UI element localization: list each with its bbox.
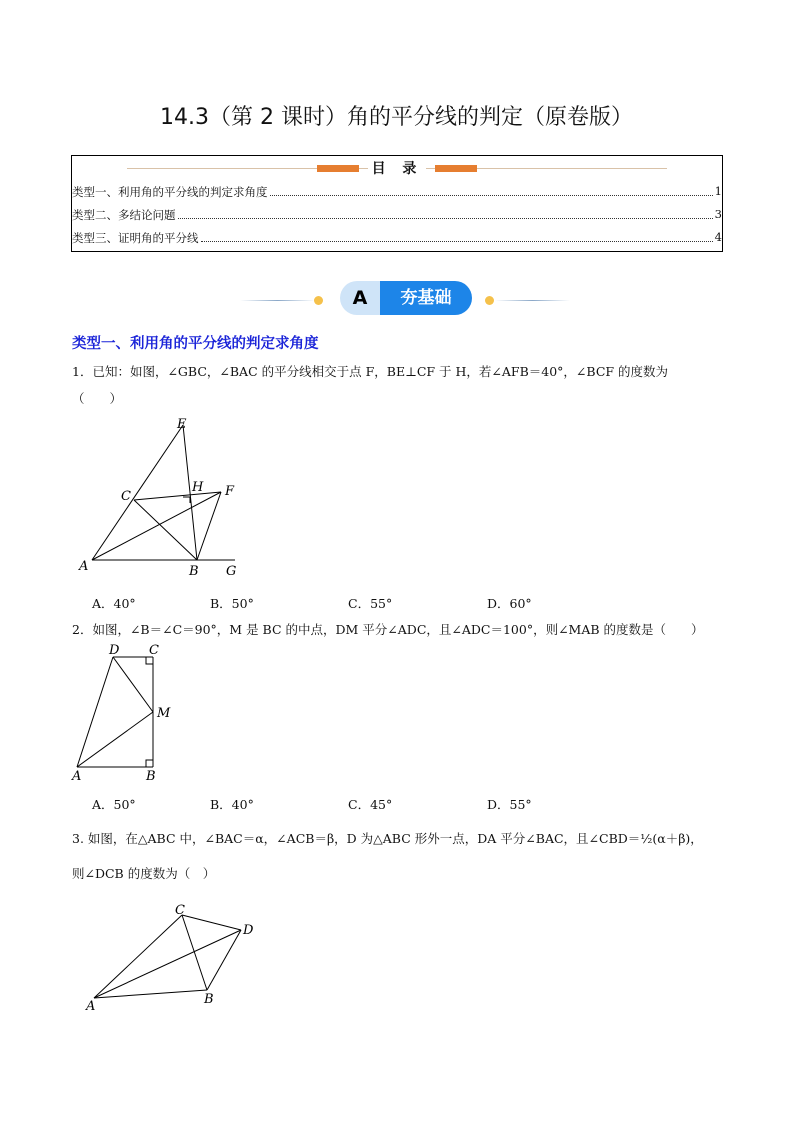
label-F: F [225, 484, 235, 499]
question-1-text: 1．已知：如图，∠GBC，∠BAC 的平分线相交于点 F，BE⊥CF 于 H，若∠AFB＝40°，∠BCF 的度数为 [72, 364, 669, 379]
figure-2 [77, 657, 153, 767]
option-c[interactable]: C．55° [348, 596, 393, 611]
label-G: G [226, 564, 237, 579]
option-a[interactable]: A．40° [92, 596, 136, 611]
figure-1 [92, 425, 235, 560]
label-C: C [149, 643, 159, 658]
toc-heading: 目 录 [368, 161, 427, 177]
toc-label: 类型一、利用角的平分线的判定求角度 [72, 185, 268, 199]
label-B: B [146, 769, 156, 784]
toc-page: 3 [714, 207, 722, 221]
label-A: A [79, 559, 89, 574]
question-3-text: 3. 如图，在△ABC 中，∠BAC＝α，∠ACB＝β，D 为△ABC 形外一点，DA 平分∠BAC，且∠CBD＝½(α＋β)， [72, 831, 703, 846]
option-d[interactable]: D．60° [487, 596, 532, 611]
label-B: B [204, 992, 214, 1007]
banner-letter: A [340, 281, 380, 315]
section-heading: 类型一、利用角的平分线的判定求角度 [72, 336, 319, 352]
label-D: D [109, 643, 120, 658]
label-D: D [243, 923, 254, 938]
label-B: B [189, 564, 199, 579]
label-A: A [72, 769, 82, 784]
label-H: H [192, 480, 204, 495]
answer-blank: （ ） [72, 391, 123, 406]
figure-3 [94, 915, 241, 998]
label-M: M [157, 706, 171, 721]
label-C: C [121, 489, 131, 504]
label-E: E [177, 417, 187, 432]
option-c[interactable]: C．45° [348, 797, 393, 812]
label-C: C [175, 903, 185, 918]
option-a[interactable]: A．50° [92, 797, 136, 812]
option-d[interactable]: D．55° [487, 797, 532, 812]
toc-label: 类型三、证明角的平分线 [72, 231, 199, 245]
page-title: 14.3（第 2 课时）角的平分线的判定（原卷版） [160, 105, 633, 130]
option-b[interactable]: B．40° [210, 797, 254, 812]
banner-label: 夯基础 [380, 281, 472, 315]
label-A: A [86, 999, 96, 1014]
question-3-text-continued: 则∠DCB 的度数为（ ） [72, 866, 216, 881]
toc-label: 类型二、多结论问题 [72, 208, 176, 222]
option-b[interactable]: B．50° [210, 596, 254, 611]
toc-page: 4 [714, 230, 722, 244]
toc-page: 1 [714, 184, 722, 198]
question-2-text: 2．如图，∠B＝∠C＝90°，M 是 BC 的中点，DM 平分∠ADC，且∠ADC＝100°，则∠MAB 的度数是（ ） [72, 622, 704, 637]
